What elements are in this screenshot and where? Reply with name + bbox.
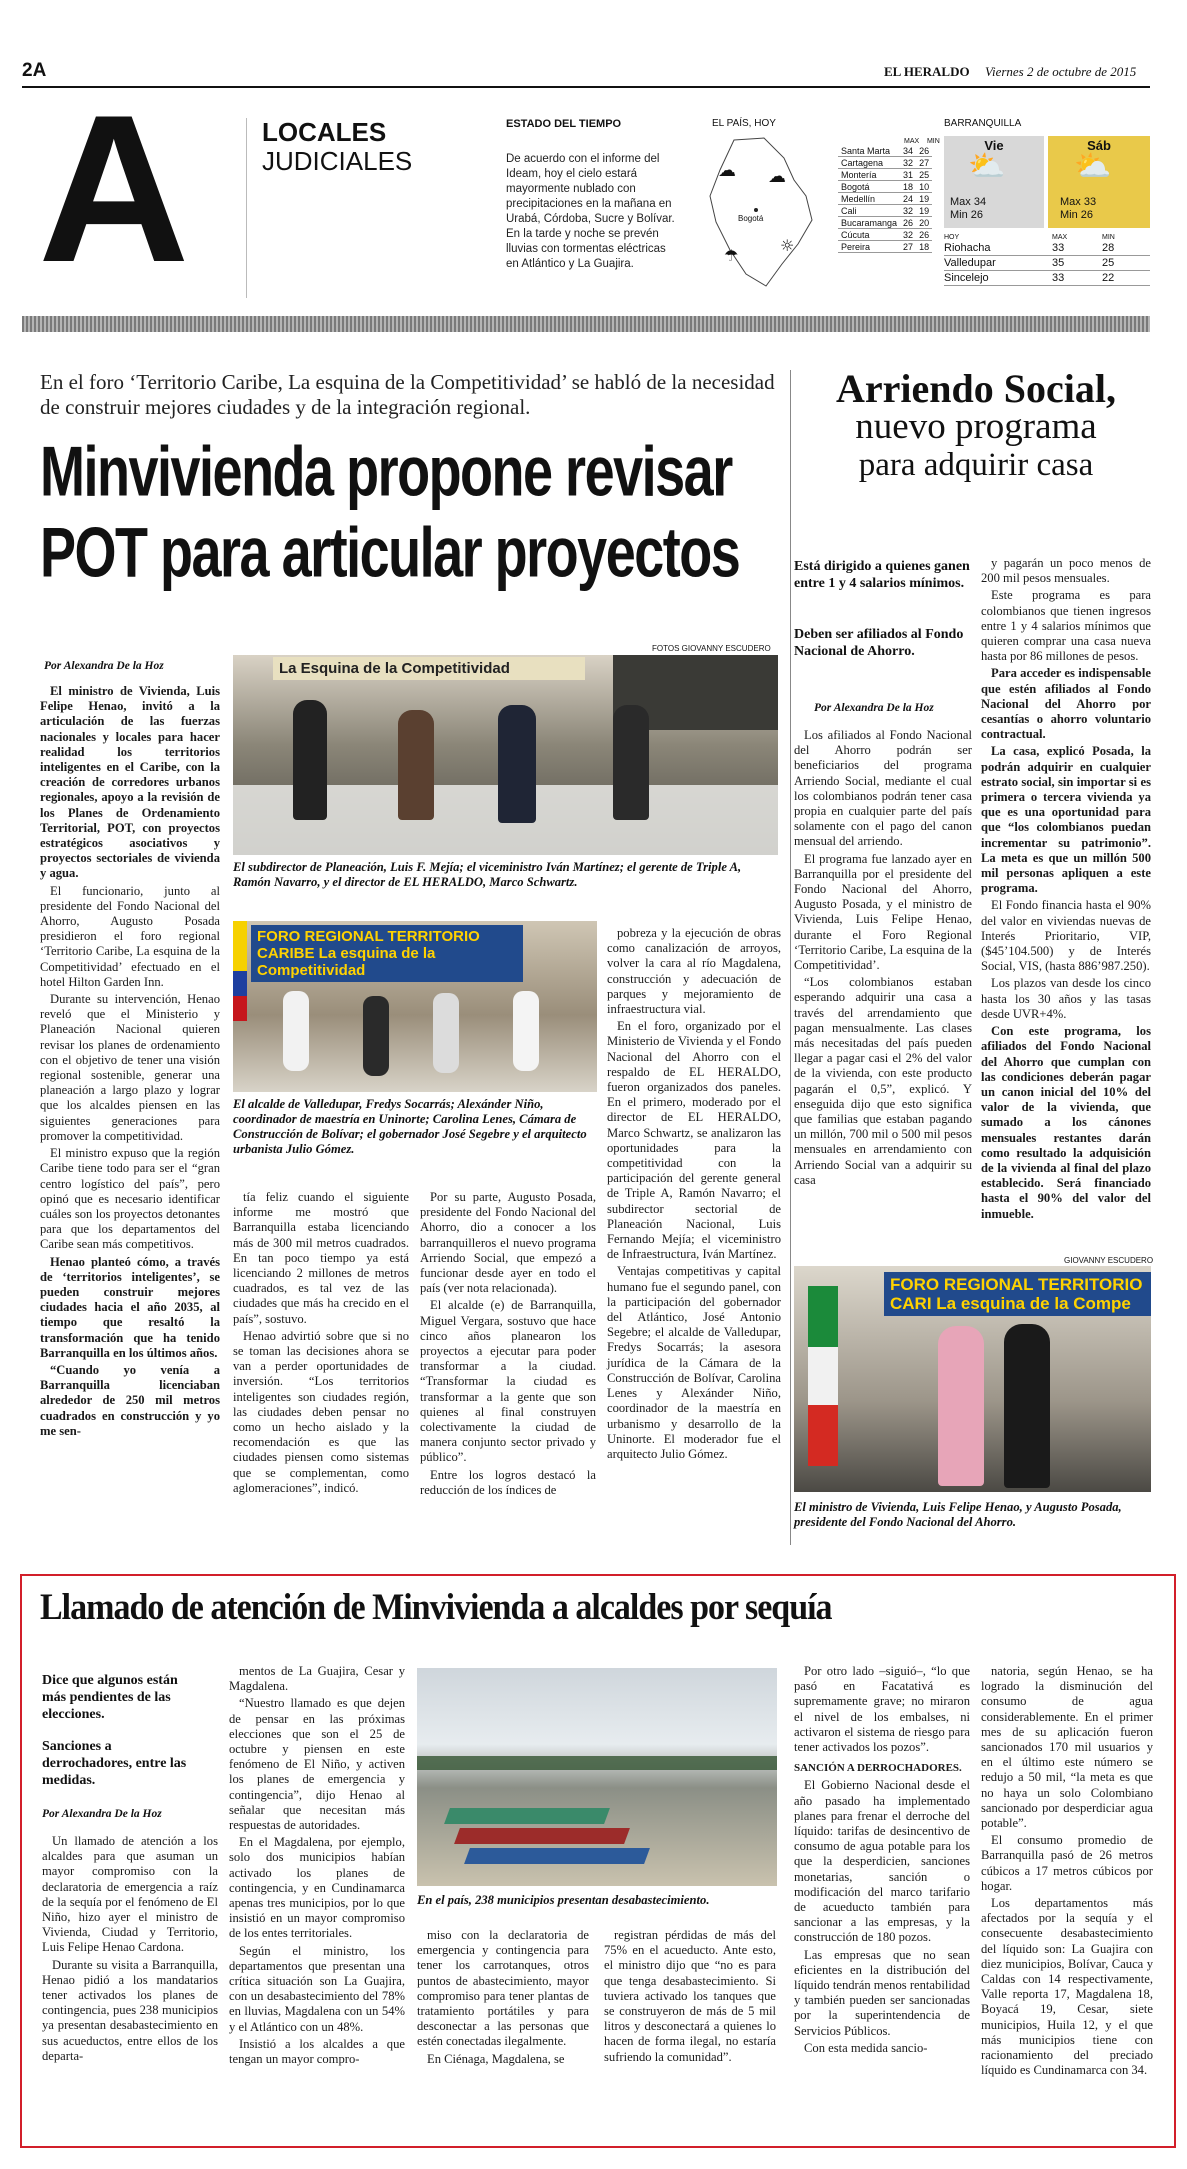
boats-photo: [417, 1668, 777, 1886]
photo-person: [938, 1326, 984, 1486]
paragraph: En el Magdalena, por ejemplo, solo dos municipios habían activado los planes de contingencia, y en Cundinamarca apenas tres municipios, por lo que insistió en un mayor compromiso de los entes territoriales.: [229, 1835, 405, 1941]
paragraph: Un llamado de atención a los alcaldes para que asuman un mayor compromiso con la declaratoria de emergencia a raíz de la sequía por el fenómeno de El Niño, hizo ayer el ministro de Vivienda, Ciudad y Territorio, Luis Felipe Henao Cardona.: [42, 1834, 218, 1955]
city-row: [838, 229, 932, 241]
paragraph: En el foro, organizado por el Ministerio de Vivienda y el Fondo Nacional del Ahorro con el respaldo de EL HERALDO, fueron organizados dos paneles. En el primero, moderado por el director de EL HERALDO, Marco Schwartz, se analizaron las oportunidades para la competitividad con la participación del gerente general de Triple A, Ramón Navarro; el subdirector sectorial de Planeación Nacional, Luis Fernando Mejía; el viceministro de Infraestructura, Iván Martínez.: [607, 1019, 781, 1262]
cities-table-header: [904, 138, 940, 145]
main-col3: [420, 1190, 596, 1500]
city-name: Cúcuta: [838, 229, 900, 241]
city-max: 34: [900, 145, 916, 157]
city-max: 31: [900, 169, 916, 181]
colombia-map: [694, 118, 832, 298]
paragraph: El Fondo financia hasta el 90% del valor en viviendas nuevas de Interés Prioritario, VIP, ($45’104.500) y de Interés Social, VIS, (hasta 886’987.250).: [981, 898, 1151, 974]
boats-photo-caption: En el país, 238 municipios presentan desabastecimiento.: [417, 1893, 710, 1907]
issue-date: Viernes 2 de octubre de 2015: [985, 64, 1137, 79]
map-city-label: Bogotá: [738, 214, 764, 223]
paragraph: Según el ministro, los departamentos que presentan una crítica situación son La Guajira, con un desabastecimiento del 78% en lluvias, Magdalena con un 54% y el Atlántico con un 48%.: [229, 1943, 405, 2034]
minister-photo: [794, 1266, 1151, 1492]
local-weather-title: BARRANQUILLA: [944, 118, 1022, 129]
cloudy-sun-icon: ⛅: [968, 149, 1006, 184]
main-headline-line1: Minvivienda propone revisar: [40, 433, 732, 512]
photo-horizon: [417, 1756, 777, 1770]
side-headline-line3: para adquirir casa: [858, 447, 1094, 483]
sun-icon: ☼: [780, 236, 795, 255]
city-max: 32: [900, 205, 916, 217]
bottom-col5-rest: [794, 1778, 970, 2056]
town-row: [944, 271, 1150, 286]
city-min: 18: [916, 241, 932, 253]
section-divider: [246, 118, 247, 298]
paragraph: pobreza y la ejecución de obras como canalización de arroyos, volver la cara al río Magdalena, construcción y adecuación de parques y mejoramiento de infraestructura vial.: [607, 926, 781, 1017]
photo-person: [433, 993, 459, 1073]
rain-icon: ☂: [724, 246, 739, 265]
storm-icon: ☁: [768, 166, 786, 187]
paragraph: Por su parte, Augusto Posada, presidente del Fondo Nacional del Ahorro, dio a conocer a los barranquilleros el nuevo programa Arriendo Social, que empezó a funcionar desde ayer en todo el país (ver nota relacionada).: [420, 1190, 596, 1296]
photo-boat: [464, 1848, 650, 1864]
paragraph: En Ciénaga, Magdalena, se: [427, 2051, 565, 2066]
main-byline: Por Alexandra De la Hoz: [44, 660, 164, 672]
photo-person: [613, 705, 649, 820]
city-name: Montería: [838, 169, 900, 181]
side-col2: [981, 556, 1151, 1224]
paragraph: “Cuando yo venía a Barranquilla licenciaban alrededor de 250 mil metros cuadrados en construcción y yo me sen-: [40, 1362, 220, 1438]
photo-credit: FOTOS GIOVANNY ESCUDERO: [652, 644, 771, 653]
city-name: Bogotá: [838, 181, 900, 193]
day-max: Max 33: [1060, 196, 1097, 208]
town-name: Riohacha: [944, 242, 991, 254]
side-kicker1: Está dirigido a quienes ganen entre 1 y 4 salarios mínimos.: [794, 559, 970, 591]
paragraph: “Los colombianos estaban esperando adquirir una casa a través del arrendamiento que pagan mensualmente. Las clases más necesitadas del país pueden llegar a pagar casi el 2% del valor de la vivienda, con este producto pagarán el 0,5”, explicó. Y enseguida dijo que esto significa que familias que estaban pagando un millón, 700 mil o 500 mil pesos mensuales en arrendamiento con Arriendo Social van a adquirir su casa: [794, 975, 972, 1187]
city-min: 26: [916, 229, 932, 241]
paragraph: Los departamentos más afectados por la sequía y el consecuente desabastecimiento del líquido son: La Guajira con diez municipios, Bolívar, Cauca y Caldas con 14 respectivamente, Valle reporta 17, Magdalena 18, Boyacá 19, Cesar, siete municipios, Huila 12, y el que más municipios tiene con racionamiento del preciado líquido es Cundinamarca con 34.: [981, 1896, 1153, 2078]
city-row: [838, 193, 932, 205]
paragraph: y pagarán un poco menos de 200 mil pesos mensuales.: [981, 556, 1151, 586]
weather-title: ESTADO DEL TIEMPO: [506, 118, 622, 130]
cities-list: [838, 145, 932, 253]
col-min-label: MIN: [926, 138, 940, 145]
towns-list: [944, 241, 1150, 286]
side-photo-caption: El ministro de Vivienda, Luis Felipe Henao, y Augusto Posada, presidente del Fondo Nacional del Ahorro.: [794, 1500, 1122, 1529]
decorative-stripe: [22, 316, 1150, 332]
bottom-subhead: SANCIÓN A DERROCHADORES.: [794, 1762, 962, 1775]
bottom-col3: [417, 1928, 589, 2069]
bottom-col5-top: [794, 1664, 970, 1755]
paragraph: El alcalde (e) de Barranquilla, Miguel Vergara, sostuvo que hace cinco años planearon los proyectos a ejecutar para poder transformar a la ciudad. “Transformar la ciudad es transformar a la gente que son quienes al final construyen colectivamente la ciudad de manera conjunto sector privado y público”.: [420, 1298, 596, 1465]
city-row: [838, 157, 932, 169]
city-min: 20: [916, 217, 932, 229]
paragraph: Por otro lado –siguió–, “lo que pasó en Facatativá es supremamente grave; no miraron el nivel de los embalses, ni activaron el sistema de riesgo para tener activados los pozos”.: [794, 1664, 970, 1755]
weather-text: De acuerdo con el informe del Ideam, hoy el cielo estará mayormente nublado con precipitaciones en la mañana en Urabá, Córdoba, Sucre y Bolívar. En la tarde y noche se prevén lluvias con tormentas eléctricas en Atlántico y La Guajira.: [506, 153, 675, 270]
paragraph: miso con la declaratoria de emergencia y contingencia para tener los carrotanques, otros puntos de abastecimiento, mayor compromiso para tener plantas de tratamiento portátiles y para desconectar a las personas que estén conectadas ilegalmente.: [417, 1928, 589, 2049]
town-row: [944, 256, 1150, 271]
photo2-flag: [233, 921, 247, 1021]
photo2-banner: FORO REGIONAL TERRITORIO CARIBE La esquina de la Competitividad: [251, 925, 523, 982]
main-col4: [607, 926, 781, 1464]
town-max: 35: [1052, 257, 1065, 269]
paragraph: El Gobierno Nacional desde el año pasado ha implementado planes para frenar el derroche del líquido: tarifas de desincentivo de consumo de agua potable para los que la desperdicien, sanciones monetarias, sanción o modificación del marco tarifario de acueducto también para sancionar a las empresas, y la construcción de 180 pozos.: [794, 1778, 970, 1945]
paragraph: La casa, explicó Posada, la podrán adquirir en cualquier estrato social, sin importar si es primera o tercera vivienda ya que es una oportunidad para que “los colombianos puedan incrementar su patrimonio”. La meta es que un millón 500 mil personas apliquen a este programa.: [981, 744, 1151, 896]
bottom-kicker1: Dice que algunos están más pendientes de las elecciones.: [42, 1673, 178, 1722]
photo-person: [513, 991, 539, 1071]
day-max: Max 34: [950, 196, 987, 208]
city-max: 26: [900, 217, 916, 229]
side-headline: [796, 366, 1156, 484]
photo-person: [363, 996, 389, 1076]
photo2-caption: El alcalde de Valledupar, Fredys Socarrás; Alexánder Niño, coordinador de maestría en Uninorte; Carolina Lenes, Cámara de Construcción de Bolívar; el gobernador José Segebre y el arquitecto urbanista Julio Gómez.: [233, 1097, 587, 1156]
city-max: 27: [900, 241, 916, 253]
section-letter: A: [38, 71, 186, 306]
main-col2: [233, 1190, 409, 1498]
paragraph: Con este programa, los afiliados del Fondo Nacional del Ahorro que cumplan con las condiciones deberán pagar un canon inicial del 10% del valor de la vivienda, que sumado a los cánones mensuales restantes darán como resultado la adquisición de la vivienda al final del plazo establecido. Será financiado hasta el 90% del valor del inmueble.: [981, 1024, 1151, 1221]
city-min: 25: [916, 169, 932, 181]
bottom-col6: [981, 1664, 1153, 2080]
city-min: 19: [916, 193, 932, 205]
town-min: 25: [1102, 257, 1115, 269]
photo-boat: [444, 1808, 610, 1824]
paragraph: tía feliz cuando el siguiente informe me mostró que Barranquilla estaba licenciando más de 300 mil metros cuadrados. En tan poco tiempo ya está licenciando 2 millones de metros cuadrados, es tal vez de las ciudades que más ha crecido en el país”, sostuvo.: [233, 1190, 409, 1326]
paragraph: Henao advirtió sobre que si no se toman las decisiones ahora se van a perder oportunidades de inversión. “Los territorios inteligentes son ciudades región, las ciudades deben pensar no como un hecho aislado y la recomendación es que las ciudades piensen como sistemas que se complementan, como aglomeraciones”, indicó.: [233, 1328, 409, 1495]
paragraph: Durante su intervención, Henao reveló que el Ministerio y Planeación Nacional quieren revisar los planes de ordenamiento con el objetivo de tener una visión regional sostenible, generar una planeación a largo plazo y lograr que los alcaldes piensen en las siguientes generaciones para promover la competitividad.: [40, 992, 220, 1143]
photo-person: [398, 710, 434, 820]
paragraph: “Nuestro llamado es que dejen de pensar en las próximas elecciones que son el 25 de octubre y piensen en este fenómeno de El Niño, y activen los planes de emergencia y contingencia”, dijo Henao al señalar que necesitan más respuestas de autoridades.: [229, 1696, 405, 1833]
main-kicker: En el foro ‘Territorio Caribe, La esquina de la Competitividad’ se habló de la necesidad de construir mejores ciudades y de la integración regional.: [40, 370, 775, 419]
bottom-headline: Llamado de atención de Minvivienda a alcaldes por sequía: [40, 1587, 832, 1628]
day-min: Min 26: [1060, 209, 1094, 221]
paragraph: natoria, según Henao, se ha logrado la disminución del consumo de agua considerablemente. En el primer mes de su aplicación fueron sancionados 170 mil usuarios y en el último este número se redujo a 50 mil, “la meta es que no haya un solo Colombiano sancionado por desperdiciar agua potable”.: [981, 1664, 1153, 1831]
photo-person: [1004, 1324, 1050, 1488]
paragraph: Con esta medida sancio-: [804, 2040, 928, 2055]
paragraph: Henao planteó cómo, a través de ‘territorios inteligentes’, se pueden construir mejores ciudades hacia el año 2035, al tiempo que resaltó la transformación que ha tenido Barranquilla en los últimos años.: [40, 1254, 220, 1360]
city-row: [838, 145, 932, 157]
main-col1: [40, 684, 220, 1441]
town-name: Valledupar: [944, 257, 996, 269]
header-rule: [22, 86, 1150, 88]
town-row: [944, 241, 1150, 256]
city-name: Bucaramanga: [838, 217, 900, 229]
paragraph: El programa fue lanzado ayer en Barranquilla por el presidente del Fondo Nacional del Ahorro, Augusto Posada, y el ministro de Vivienda, Luis Felipe Henao, durante el Foro Regional ‘Territorio Caribe, La esquina de la Competitividad’.: [794, 851, 972, 973]
city-max: 24: [900, 193, 916, 205]
towns-col-min: MIN: [1102, 234, 1115, 241]
city-row: [838, 181, 932, 193]
town-max: 33: [1052, 272, 1065, 284]
main-headline-line2: POT para articular proyectos: [40, 513, 740, 592]
side-headline-line1: Arriendo Social,: [836, 366, 1116, 411]
towns-header: [944, 234, 1150, 241]
photo-boat: [454, 1828, 630, 1844]
city-name: Santa Marta: [838, 145, 900, 157]
photo-person: [498, 705, 536, 823]
today-label: HOY: [944, 234, 960, 241]
section-title-line1: LOCALES: [262, 117, 387, 147]
main-headline: [40, 432, 739, 593]
bottom-col1: [42, 1834, 218, 2066]
town-name: Sincelejo: [944, 272, 989, 284]
city-row: [838, 205, 932, 217]
paragraph: El consumo promedio de Barranquilla pasó de 26 metros cúbicos a 17 metros cúbicos por hogar.: [981, 1833, 1153, 1893]
paragraph: Ventajas competitivas y capital humano fue el segundo panel, con la participación del gobernador del Atlántico, José Antonio Segebre; el alcalde de Valledupar, Fredys Socarrás; la asesora jurídica de la Cámara de la Construcción de Bolívar, Carolina Lenes y Alexánder Niño, coordinador de la maestría en urbanismo y desarrollo de la Uninorte. El moderador fue el arquitecto Julio Gómez.: [607, 1264, 781, 1461]
bottom-col5: [794, 1664, 970, 2058]
paragraph: El funcionario, junto al presidente del Fondo Nacional del Ahorro, Augusto Posada presidieron el foro regional ‘Territorio Caribe, La esquina de la Competitividad’ efectuado en el hotel Hilton Garden Inn.: [40, 883, 220, 989]
day-min: Min 26: [950, 209, 984, 221]
cities-table: [838, 138, 940, 253]
forecast-day-1: [944, 136, 1044, 228]
bottom-byline: Por Alexandra De la Hoz: [42, 1808, 162, 1820]
photo-banner: La Esquina de la Competitividad: [273, 657, 585, 680]
side-photo-banner: FORO REGIONAL TERRITORIO CARI La esquina de la Compe: [884, 1272, 1151, 1316]
day-name: Vie: [984, 138, 1004, 153]
paragraph: registran pérdidas de más del 75% en el acueducto. Ante esto, el ministro dijo que “no es para que tenga desabastecimiento. Si tuviera activado los tanques que se construyeron de más de 5 mil litros y desconectará a quienes lo hacen de forma ilegal, no estaría sufriendo la comunidad”.: [604, 1928, 776, 2064]
city-name: Medellín: [838, 193, 900, 205]
city-min: 27: [916, 157, 932, 169]
forecast-day-2: [1048, 136, 1150, 228]
city-min: 10: [916, 181, 932, 193]
page-number: 2A: [22, 60, 47, 81]
city-max: 18: [900, 181, 916, 193]
towns-table: [944, 234, 1150, 286]
col-max-label: MAX: [904, 138, 920, 145]
city-name: Cartagena: [838, 157, 900, 169]
bottom-col2: [229, 1664, 405, 2069]
paragraph: El ministro expuso que la región Caribe tiene todo para ser el “gran centro logístico del país”, pero opinó que es necesario identificar cuáles son los proyectos detonantes para que los departamentos del Caribe sean más competitivos.: [40, 1146, 220, 1252]
side-kicker2: Deben ser afiliados al Fondo Nacional de Ahorro.: [794, 627, 964, 659]
paragraph: Entre los logros destacó la reducción de los índices de: [420, 1467, 596, 1497]
town-min: 28: [1102, 242, 1115, 254]
paragraph: Para acceder es indispensable que estén afiliados al Fondo Nacional del Ahorro por cesantías o ahorro voluntario contractual.: [981, 666, 1151, 742]
towns-col-max: MAX: [1052, 234, 1068, 241]
newspaper-name: EL HERALDO: [884, 64, 970, 79]
city-min: 26: [916, 145, 932, 157]
paragraph: Los plazos van desde los cinco hasta los 30 años y las tasas desde UVR+4%.: [981, 976, 1151, 1021]
day-name: Sáb: [1087, 138, 1111, 153]
paragraph: Las empresas que no sean eficientes en la distribución del líquido tendrán menos rentabilidad y también pueden ser sancionadas por la superintendencia de Servicios Públicos.: [794, 1947, 970, 2038]
section-title: [262, 118, 412, 176]
city-max: 32: [900, 229, 916, 241]
city-min: 19: [916, 205, 932, 217]
town-min: 22: [1102, 272, 1115, 284]
paragraph: Este programa es para colombianos que tienen ingresos entre 1 y 4 salarios mínimos que quieren comprar una casa nueva hasta por 86 millones de pesos.: [981, 588, 1151, 664]
map-outline: [694, 118, 832, 298]
photo-person: [293, 700, 327, 820]
paragraph: Durante su visita a Barranquilla, Henao pidió a los mandatarios tener activados los planes de contingencia, pues 238 municipios ya presentan desabastecimiento en sus acueductos, entre ellos de los departa-: [42, 1957, 218, 2063]
city-max: 32: [900, 157, 916, 169]
bottom-kicker2: Sanciones a derrochadores, entre las medidas.: [42, 1739, 187, 1788]
paragraph: Los afiliados al Fondo Nacional del Ahorro podrán ser beneficiarios del programa Arriendo Social, mediante el cual los colombianos podrán tener casa propia en cualquier parte del país solamente con el pago del canon mensual del arriendo.: [794, 728, 972, 849]
photo-person: [283, 991, 309, 1071]
city-row: [838, 169, 932, 181]
cloudy-sun-icon: ⛅: [1074, 149, 1112, 184]
paragraph: mentos de La Guajira, Cesar y Magdalena.: [229, 1664, 405, 1694]
city-name: Pereira: [838, 241, 900, 253]
city-name: Cali: [838, 205, 900, 217]
cloud-icon: ☁: [718, 160, 736, 181]
side-col1: [794, 728, 972, 1190]
photo-flag: [808, 1286, 838, 1466]
town-max: 33: [1052, 242, 1065, 254]
forum-panel-photo: [233, 655, 778, 855]
city-row: [838, 241, 932, 253]
section-title-line2: JUDICIALES: [262, 146, 413, 176]
column-divider: [790, 370, 791, 1545]
side-photo-credit: GIOVANNY ESCUDERO: [1064, 1256, 1154, 1265]
side-headline-line2: nuevo programa: [855, 406, 1097, 447]
side-byline: Por Alexandra De la Hoz: [814, 702, 934, 714]
paragraph: Insistió a los alcaldes a que tengan un mayor compro-: [229, 2036, 405, 2067]
forum-panel-photo-2: [233, 921, 597, 1092]
city-row: [838, 217, 932, 229]
paragraph: El ministro de Vivienda, Luis Felipe Henao, invitó a la articulación de las fuerzas nacionales y locales para hacer realidad los territorios inteligentes en el Caribe, con la creación de corredores urbanos regionales, apoyo a la revisión de los Planes de Ordenamiento Territorial, POT, con proyectos estratégicos asociativos y proyectos sectoriales de vivienda y agua.: [40, 684, 220, 881]
bottom-col4: [604, 1928, 776, 2067]
photo1-caption: El subdirector de Planeación, Luis F. Mejía; el viceministro Iván Martínez; el gerente de Triple A, Ramón Navarro, y el director de EL HERALDO, Marco Schwartz.: [233, 860, 742, 889]
map-label: EL PAÍS, HOY: [712, 118, 776, 129]
